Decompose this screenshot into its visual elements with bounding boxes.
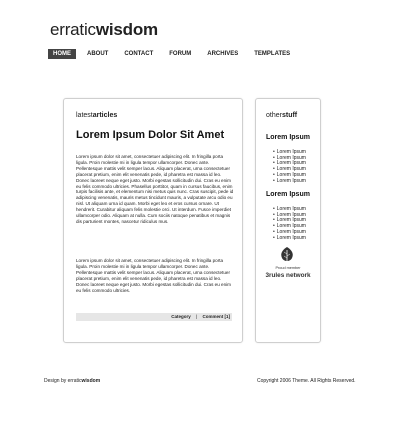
footer-copyright: Copyright 2006 Theme. All Rights Reserved.: [257, 378, 356, 384]
main-panel: [63, 98, 243, 343]
sidebar-section-bold: stuff: [281, 112, 298, 119]
post-paragraph-1: Lorem ipsum dolor sit amet, consectetuer adipiscing elit. In fringilla porta ligula. Proin molestie mi in ligula tempor ullamcorper. Donec ante. Pellentesque mattis velit semper lacus. Aliquam placerat, urna consectetuer placerat pretium, enim elit venenatis pede, id pharetra est massa id leo. Donec laoreet neque eget justo. Morbi egestas sollicitudin dui. Cras eu enim eu felis commodo ultricies. Phasellus porttitor, quam in cursus faucibus, enim turpis facilisis ante, et elementum nisi metus quis nunc. Cras suscipit, pede id adipiscing venenatis, mauris metus tincidunt mauris, a vulputate arcu odio eu nisl. Ut aliquam urna id quam. Morbi eget leo et eros cursus ornare. Ut hendrerit. Curabitur aliquam felis molestie orci. Ut interdum. Fusce imperdiet ullamcorper odio. Aliquam at nulla. Cum sociis natoque penatibus et magnis dis parturient montes, nascetur ridiculus mus.: [76, 154, 234, 224]
header: [0, 0, 400, 90]
sidebar-link[interactable]: • Lorem Ipsum: [273, 173, 306, 179]
badge-caption: Proud member: [275, 266, 301, 270]
sidebar-link[interactable]: • Lorem Ipsum: [273, 213, 306, 219]
post-footer-separator: |: [196, 314, 198, 319]
nav-home[interactable]: HOME: [48, 49, 76, 59]
post-title[interactable]: Lorem Ipsum Dolor Sit Amet: [76, 129, 225, 141]
nav-contact[interactable]: CONTACT: [124, 51, 154, 57]
logo-light-text: erratic: [50, 20, 96, 39]
sidebar-link[interactable]: • Lorem Ipsum: [273, 236, 306, 242]
sidebar-link[interactable]: • Lorem Ipsum: [273, 207, 306, 213]
nav-forum[interactable]: FORUM: [169, 51, 192, 57]
leaf-icon[interactable]: [279, 246, 295, 264]
sidebar-link[interactable]: • Lorem Ipsum: [273, 224, 306, 230]
sidebar-section-light: other: [266, 112, 282, 119]
sidebar-panel: [255, 98, 321, 343]
sidebar-link[interactable]: • Lorem Ipsum: [273, 230, 306, 236]
sidebar-list-2: [273, 207, 306, 241]
sidebar-link[interactable]: • Lorem Ipsum: [273, 161, 306, 167]
category-link[interactable]: Category: [171, 314, 191, 319]
post-footer: [76, 313, 232, 321]
main-section-title: [76, 112, 117, 119]
main-section-bold: articles: [92, 112, 118, 119]
sidebar-link[interactable]: • Lorem Ipsum: [273, 218, 306, 224]
sidebar-link[interactable]: • Lorem Ipsum: [273, 156, 306, 162]
logo-bold-text: wisdom: [95, 20, 158, 39]
nav-templates[interactable]: TEMPLATES: [254, 51, 291, 57]
site-logo[interactable]: [50, 20, 158, 40]
footer-design-by: Design by: [44, 378, 68, 384]
main-nav: [48, 49, 301, 59]
sidebar-link[interactable]: • Lorem Ipsum: [273, 167, 306, 173]
sidebar-link[interactable]: • Lorem Ipsum: [273, 179, 306, 185]
sidebar-section-title: [266, 112, 297, 119]
footer-credit: [44, 378, 100, 384]
sidebar-link[interactable]: • Lorem Ipsum: [273, 150, 306, 156]
footer-designer-light[interactable]: erratic: [67, 378, 82, 384]
network-badge-link[interactable]: 3rules network: [265, 272, 311, 279]
footer-designer-bold[interactable]: wisdom: [81, 378, 101, 384]
post-paragraph-2: Lorem ipsum dolor sit amet, consectetuer adipiscing elit. In fringilla porta ligula. Proin molestie mi in ligula tempor ullamcorper. Donec ante. Pellentesque mattis velit semper lacus. Aliquam placerat, urna consectetuer placerat pretium, enim elit venenatis pede, id pharetra est massa id leo. Donec laoreet neque eget justo. Morbi egestas sollicitudin dui. Cras eu enim eu felis commodo ultricies.: [76, 258, 231, 293]
sidebar-list-1: [273, 150, 306, 184]
sidebar-heading-1: Lorem Ipsum: [266, 134, 310, 141]
nav-about[interactable]: ABOUT: [87, 51, 109, 57]
nav-archives[interactable]: ARCHIVES: [207, 51, 239, 57]
main-section-light: latest: [76, 112, 93, 119]
comment-link[interactable]: Comment [1]: [202, 314, 230, 319]
sidebar-heading-2: Lorem Ipsum: [266, 191, 310, 198]
